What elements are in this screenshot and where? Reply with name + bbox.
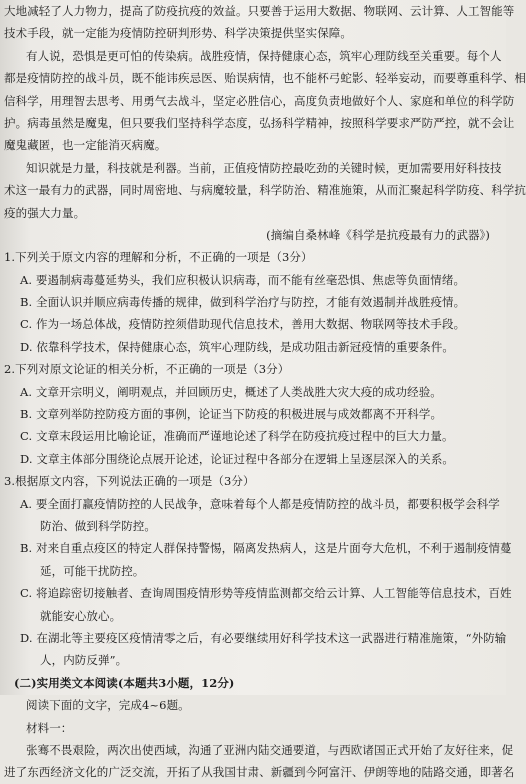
option-c: C. 作为一场总体战，疫情防控须借助现代信息技术，善用大数据、物联网等技术手段。	[20, 317, 466, 332]
question-stem: 2.下列对原文论证的相关分析，不正确的一项是（3分）	[4, 362, 290, 377]
passage-section	[4, 0, 526, 246]
question-2	[4, 358, 502, 470]
option-a: A. 要遏制病毒蔓延势头，我们应积极认识病毒，而不能有丝毫恐惧、焦虑等负面情绪。	[20, 272, 466, 287]
passage-line: 知识就是力量，科技就是利器。当前，正值疫情防控最吃劲的关键时候，更加需要用好科技技	[26, 160, 502, 175]
material-label: 材料一：	[26, 720, 73, 735]
option-c: C. 将追踪密切接触者、查询周围疫情形势等疫情监测都交给云计算、人工智能等信息技术，百姓	[20, 586, 512, 601]
option-d-continued: 人，内防反弹”。	[40, 653, 128, 668]
question-stem: 3.根据原文内容，下列说法正确的一项是（3分）	[4, 474, 255, 489]
question-1	[4, 246, 502, 358]
option-b: B. 对来自重点疫区的特定人群保持警惕，隔离发热病人，这是片面夸大危机，不利于遏制疫情蔓	[20, 541, 512, 556]
option-d: D. 在湖北等主要疫区疫情清零之后，有必要继续用好科学技术这一武器进行精准施策，“外防输	[20, 630, 507, 645]
passage-line: 魔鬼藏匿，也一定能消灭病魔。	[4, 138, 167, 153]
passage-line: 都是疫情防控的战斗员，既不能讳疾忌医、贻误病情，也不能杯弓蛇影、轻举妄动，而要尊重科学、相	[4, 71, 526, 86]
option-b: B. 文章列举防控防疫方面的事例，论证当下防疫的积极进展与成效都离不开科学。	[20, 407, 443, 422]
instruction-text: 阅读下面的文字，完成4~6题。	[26, 698, 190, 713]
passage-line: 信科学，用理智去思考、用勇气去战斗，坚定必胜信心，高度负责地做好个人、家庭和单位的科学防	[4, 93, 515, 108]
option-a: A. 要全面打赢疫情防控的人民战争，意味着每个人都是疫情防控的战斗员，都要积极学会科学	[20, 496, 500, 511]
passage-line: 护。病毒虽然是魔鬼，但只要我们坚持科学态度，弘扬科学精神，按照科学要求严防严控，就不会让	[4, 115, 515, 130]
option-c-continued: 就能安心放心。	[40, 608, 122, 623]
section-heading: (二)实用类文本阅读(本题共3小题，12分)	[14, 675, 235, 690]
practical-text-section	[4, 672, 515, 784]
passage-line: 有人说，恐惧是更可怕的传染病。战胜疫情，保持健康心态，筑牢心理防线至关重要。每个人	[26, 48, 502, 63]
material-line: 进了东西经济文化的广泛交流，开拓了从我国甘肃、新疆到今阿富汗、伊朗等地的陆路交通，即著名	[4, 765, 515, 780]
source-citation: (摘编自桑林峰《科学是抗疫最有力的武器》)	[266, 227, 490, 242]
option-a: A. 文章开宗明义，阐明观点，并回顾历史，概述了人类战胜大灾大疫的成功经验。	[20, 384, 442, 399]
option-a-continued: 防治、做到科学防控。	[40, 518, 156, 533]
option-c: C. 文章末段运用比喻论证，准确而严谨地论述了科学在防疫抗疫过程中的巨大力量。	[20, 429, 454, 444]
passage-line: 术这一最有力的武器，同时周密地、与病魔较量，科学防治、精准施策，从而汇聚起科学防疫、科学抗	[4, 183, 526, 198]
material-line: 张骞不畏艰险，两次出使西域，沟通了亚洲内陆交通要道，与西欧诸国正式开始了友好往来，促	[26, 742, 514, 757]
option-d: D. 依靠科学技术，保持健康心态，筑牢心理防线，是成功阻击新冠疫情的重要条件。	[20, 339, 455, 354]
option-d: D. 文章主体部分围绕论点展开论述，论证过程中各部分在逻辑上呈逐层深入的关系。	[20, 451, 455, 466]
passage-line: 疫的强大力量。	[4, 205, 86, 220]
option-b-continued: 延，可能干扰防控。	[40, 563, 145, 578]
option-b: B. 全面认识并顺应病毒传播的规律，做到科学治疗与防控，才能有效遏制并战胜疫情。	[20, 295, 466, 310]
passage-line: 大地减轻了人力物力，提高了防疫抗疫的效益。只要善于运用大数据、物联网、云计算、人工智能等	[4, 4, 515, 18]
passage-line: 技术手段，就一定能为疫情防控研判形势、科学决策提供坚实保障。	[4, 26, 352, 41]
question-3	[4, 470, 512, 672]
question-stem: 1.下列关于原文内容的理解和分析，不正确的一项是（3分）	[4, 250, 313, 265]
